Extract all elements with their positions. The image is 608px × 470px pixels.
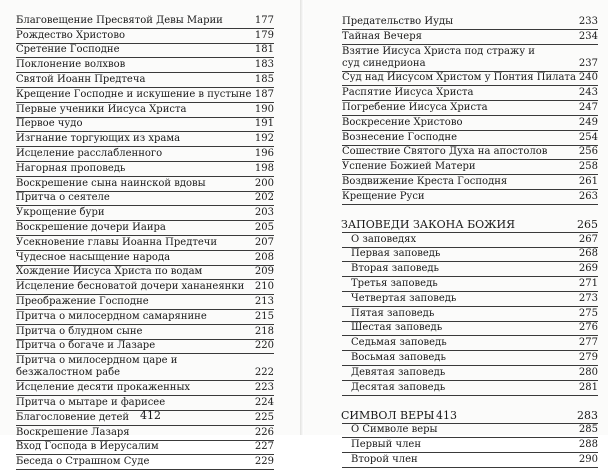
toc-entry-title: Суд над Иисусом Христом у Понтия Пилата — [342, 72, 576, 84]
toc-entry — [16, 162, 274, 177]
toc-entry — [16, 206, 274, 221]
toc-entry-page: 243 — [578, 87, 598, 99]
toc-entry-title: Воскресение Христово — [342, 116, 463, 128]
toc-entry — [16, 44, 274, 59]
toc-entry-title: Поклонение волхвов — [16, 59, 126, 71]
toc-entry-page: 229 — [254, 456, 274, 468]
toc-entry-title: Рождество Христово — [16, 29, 125, 41]
toc-entry — [342, 131, 598, 146]
toc-entry-title: Вторая заповедь — [351, 263, 440, 275]
toc-entry — [342, 438, 598, 453]
toc-entry-page: 187 — [254, 88, 274, 100]
toc-entry-page: 203 — [254, 207, 274, 219]
toc-entry-page: 210 — [254, 281, 274, 293]
toc-entry — [16, 118, 274, 133]
toc-entry-page: 191 — [254, 118, 274, 130]
toc-entry-page: 222 — [254, 367, 274, 379]
toc-entry-title: Девятая заповедь — [351, 366, 446, 378]
toc-left — [16, 14, 274, 470]
toc-entry-page: 190 — [254, 103, 274, 115]
toc-entry-page: 265 — [577, 217, 598, 231]
toc-entry-title: Предательство Иуды — [342, 15, 454, 27]
toc-entry — [16, 325, 274, 340]
toc-entry-title: Первая заповедь — [351, 248, 441, 260]
toc-entry-page: 240 — [578, 72, 598, 84]
toc-entry-page: 290 — [578, 453, 598, 465]
toc-entry — [16, 266, 274, 281]
toc-entry-title: Притча о мытаре и фарисее — [16, 396, 166, 408]
toc-entry — [16, 103, 274, 118]
toc-entry — [342, 175, 598, 190]
toc-entry-page: 233 — [578, 15, 598, 27]
toc-entry-title: Притча о милосердном самарянине — [16, 310, 207, 322]
toc-section-heading — [342, 408, 598, 424]
toc-entry-page: 179 — [254, 29, 274, 41]
toc-entry — [16, 236, 274, 251]
toc-entry — [342, 30, 598, 45]
toc-entry-title: Вход Господа в Иерусалим — [16, 441, 159, 453]
toc-section-heading — [342, 217, 598, 233]
toc-entry-title: Исцеление бесноватой дочери хананеянки — [16, 281, 245, 293]
toc-entry — [342, 262, 598, 277]
toc-entry — [342, 190, 598, 205]
toc-entry-title: Воскрешение дочери Иаира — [16, 221, 166, 233]
toc-entry-page: 247 — [578, 101, 598, 113]
toc-entry-title: Святой Иоанн Предтеча — [16, 73, 146, 85]
toc-entry — [342, 116, 598, 131]
toc-entry-title: О заповедях — [351, 233, 417, 245]
toc-entry — [16, 381, 274, 396]
toc-entry-title: Благовещение Пресвятой Девы Марии — [16, 14, 223, 26]
toc-entry — [16, 441, 274, 456]
toc-entry-page: 254 — [578, 131, 598, 143]
toc-entry-page: 177 — [254, 14, 274, 26]
toc-entry — [342, 277, 598, 292]
toc-entry-title: Хождение Иисуса Христа по водам — [16, 266, 203, 278]
toc-entry-title: Четвертая заповедь — [351, 292, 457, 304]
toc-entry-page: 276 — [578, 322, 598, 334]
toc-entry — [342, 453, 598, 468]
toc-entry-page: 226 — [254, 426, 274, 438]
toc-entry-title: Исцеление расслабленного — [16, 147, 163, 159]
toc-entry-page: 279 — [578, 351, 598, 363]
toc-entry-title: Первое чудо — [16, 118, 83, 130]
toc-entry-title: Первый член — [351, 439, 422, 451]
toc-entry-page: 208 — [254, 251, 274, 263]
toc-entry-title: Притча о богаче и Лазаре — [16, 340, 156, 352]
toc-entry-title: Крещение Руси — [342, 190, 425, 202]
toc-entry — [342, 322, 598, 337]
toc-entry — [342, 366, 598, 381]
toc-entry-page: 280 — [578, 366, 598, 378]
toc-entry-title: Успение Божией Матери — [342, 161, 476, 173]
toc-entry-title: Изгнание торгующих из храма — [16, 133, 181, 145]
toc-entry-page: 202 — [254, 192, 274, 204]
left-page — [0, 0, 302, 468]
toc-entry-page: 215 — [254, 310, 274, 322]
toc-entry — [16, 295, 274, 310]
toc-entry-page: 258 — [578, 161, 598, 173]
toc-entry-title: Преображение Господне — [16, 295, 149, 307]
toc-entry-title: Укрощение бури — [16, 207, 105, 219]
right-page — [304, 0, 608, 465]
toc-entry-page: 196 — [254, 147, 274, 159]
toc-entry-page: 261 — [578, 175, 598, 187]
toc-entry-page: 220 — [254, 340, 274, 352]
toc-entry-title: Седьмая заповедь — [351, 337, 447, 349]
toc-entry — [342, 160, 598, 175]
toc-entry-title: О Символе веры — [351, 424, 438, 436]
toc-entry-title: СИМВОЛ ВЕРЫ — [341, 408, 435, 422]
toc-entry — [342, 424, 598, 439]
toc-entry-page: 198 — [254, 162, 274, 174]
toc-entry — [16, 14, 274, 29]
toc-entry-title: Восьмая заповедь — [351, 351, 446, 363]
toc-entry-page: 223 — [254, 382, 274, 394]
toc-entry — [342, 45, 598, 72]
toc-entry-page: 183 — [254, 59, 274, 71]
toc-entry-page: 249 — [578, 116, 598, 128]
toc-entry — [16, 29, 274, 44]
toc-entry — [16, 192, 274, 207]
toc-entry — [342, 72, 598, 87]
toc-entry-page: 237 — [578, 57, 598, 69]
toc-entry-page: 227 — [254, 441, 274, 453]
toc-entry — [342, 101, 598, 116]
toc-entry-title: Воскрешение сына наинской вдовы — [16, 177, 206, 189]
toc-entry-title: Крещение Господне и искушение в пустыне — [16, 88, 252, 100]
toc-entry — [342, 86, 598, 101]
toc-entry — [16, 310, 274, 325]
toc-entry-page: 225 — [254, 411, 274, 423]
toc-entry — [16, 221, 274, 236]
toc-entry — [342, 248, 598, 263]
toc-entry-title: Распятие Иисуса Христа — [342, 87, 474, 99]
toc-entry-page: 285 — [578, 424, 598, 436]
toc-entry-title: Вознесение Господне — [342, 131, 458, 143]
toc-entry-page: 283 — [577, 408, 598, 422]
toc-entry-page: 256 — [578, 146, 598, 158]
toc-entry-page: 268 — [578, 248, 598, 260]
toc-entry-title: Притча о сеятеле — [16, 192, 110, 204]
toc-entry — [16, 426, 274, 441]
toc-entry — [342, 292, 598, 307]
toc-entry-title: Второй член — [351, 453, 418, 465]
toc-entry-title: Чудесное насыщение народа — [16, 251, 171, 263]
toc-entry — [16, 88, 274, 103]
toc-entry-page: 213 — [254, 295, 274, 307]
toc-entry-page: 218 — [254, 325, 274, 337]
toc-entry — [342, 351, 598, 366]
toc-entry-title: Погребение Иисуса Христа — [342, 101, 488, 113]
toc-entry — [16, 177, 274, 192]
toc-entry — [16, 58, 274, 73]
toc-entry-page: 200 — [254, 177, 274, 189]
toc-entry-title: Пятая заповедь — [351, 307, 435, 319]
toc-entry — [342, 146, 598, 161]
toc-entry-title: Взятие Иисуса Христа под стражу и суд синедриона — [342, 45, 535, 69]
toc-entry-page: 192 — [254, 133, 274, 145]
toc-entry-page: 281 — [578, 381, 598, 393]
toc-entry-title: Первые ученики Иисуса Христа — [16, 103, 187, 115]
toc-entry — [16, 280, 274, 295]
toc-entry-page: 263 — [578, 190, 598, 202]
toc-right — [342, 15, 598, 468]
toc-entry-title: Третья заповедь — [351, 277, 438, 289]
toc-entry-title: Десятая заповедь — [351, 381, 446, 393]
toc-entry-title: Беседа о Страшном Суде — [16, 456, 150, 468]
toc-entry-title: Притча о милосердном царе и безжалостном рабе — [16, 355, 178, 379]
toc-entry-page: 269 — [578, 263, 598, 275]
toc-entry-page: 267 — [578, 233, 598, 245]
toc-entry-page: 209 — [254, 266, 274, 278]
toc-entry-page: 277 — [578, 337, 598, 349]
toc-entry — [16, 354, 274, 381]
toc-entry-page: 288 — [578, 439, 598, 451]
toc-entry-title: Исцеление десяти прокаженных — [16, 382, 191, 394]
toc-entry-page: 207 — [254, 236, 274, 248]
toc-entry-title: Благословение детей — [16, 411, 130, 423]
toc-entry — [16, 340, 274, 355]
toc-entry-page: 275 — [578, 307, 598, 319]
toc-entry — [342, 15, 598, 30]
toc-entry-title: ЗАПОВЕДИ ЗАКОНА БОЖИЯ — [341, 217, 516, 231]
toc-entry-page: 271 — [578, 277, 598, 289]
page-number-left: 412 — [140, 409, 161, 422]
toc-entry — [342, 307, 598, 322]
toc-entry — [342, 381, 598, 396]
toc-entry-title: Нагорная проповедь — [16, 162, 126, 174]
toc-entry-title: Сретение Господне — [16, 44, 120, 56]
toc-entry-page: 234 — [578, 30, 598, 42]
toc-entry-title: Сошествие Святого Духа на апостолов — [342, 146, 548, 158]
toc-entry-title: Тайная Вечеря — [342, 30, 422, 42]
toc-entry — [16, 132, 274, 147]
toc-entry-title: Воздвижение Креста Господня — [342, 175, 508, 187]
toc-entry-title: Шестая заповедь — [351, 322, 443, 334]
toc-entry-title: Притча о блудном сыне — [16, 325, 143, 337]
toc-entry-page: 185 — [254, 73, 274, 85]
toc-entry-page: 181 — [254, 44, 274, 56]
page-number-right: 413 — [436, 409, 457, 422]
toc-entry-title: Воскрешение Лазаря — [16, 426, 130, 438]
toc-entry-page: 224 — [254, 396, 274, 408]
toc-entry-title: Усекновение главы Иоанна Предтечи — [16, 236, 218, 248]
toc-entry — [16, 147, 274, 162]
toc-entry — [16, 455, 274, 470]
toc-entry — [16, 73, 274, 88]
toc-entry — [342, 233, 598, 248]
toc-entry-page: 273 — [578, 292, 598, 304]
toc-entry — [16, 251, 274, 266]
toc-entry — [342, 336, 598, 351]
toc-entry-page: 205 — [254, 221, 274, 233]
